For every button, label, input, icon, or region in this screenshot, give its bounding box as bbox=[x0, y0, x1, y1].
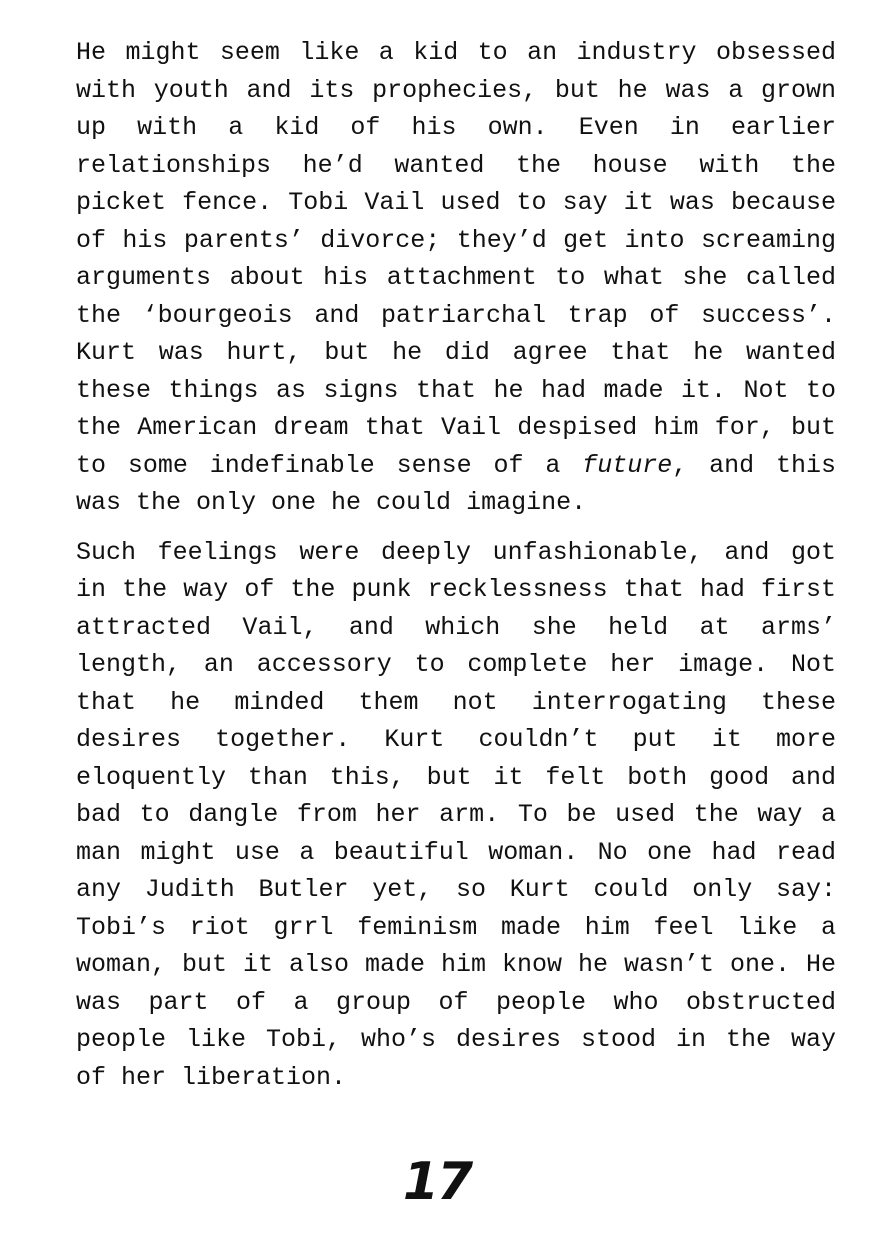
paragraph-1-text-after: , and this was the only one he could imagine. bbox=[76, 450, 836, 517]
paragraph-2: Such feelings were deeply unfashionable, and got in the way of the punk recklessness that had first attracted Vail, and which she held at arms’ length, an accessory to complete her image. Not that he minded them not interrogating these desires together. Kurt couldn’t put it more eloquently than this, but it felt both good and bad to dangle from her arm. To be used the way a man might use a beautiful woman. No one had read any Judith Butler yet, so Kurt could only say: Tobi’s riot grrl feminism made him feel like a woman, but it also made him know he wasn’t one. He was part of a group of people who obstructed people like Tobi, who’s desires stood in the way of her liberation. bbox=[76, 537, 836, 1092]
paragraph-1-text-before: He might seem like a kid to an industry obsessed with youth and its prophecies, but he was a grown up with a kid of his own. Even in earlier relationships he’d wanted the house with the picket fence. Tobi Vail used to say it was because of his parents’ divorce; they’d get into screaming arguments about his attachment to what she called the ‘bourgeois and patriarchal trap of success’. Kurt was hurt, but he did agree that he wanted these things as signs that he had made it. Not to the American dream that Vail despised him for, but to some indefinable sense of a bbox=[76, 38, 836, 480]
page-number: 17 bbox=[402, 1152, 472, 1212]
page-body bbox=[76, 34, 836, 1096]
paragraph-1-emphasis: future bbox=[582, 450, 673, 480]
paragraph-1 bbox=[76, 34, 836, 522]
